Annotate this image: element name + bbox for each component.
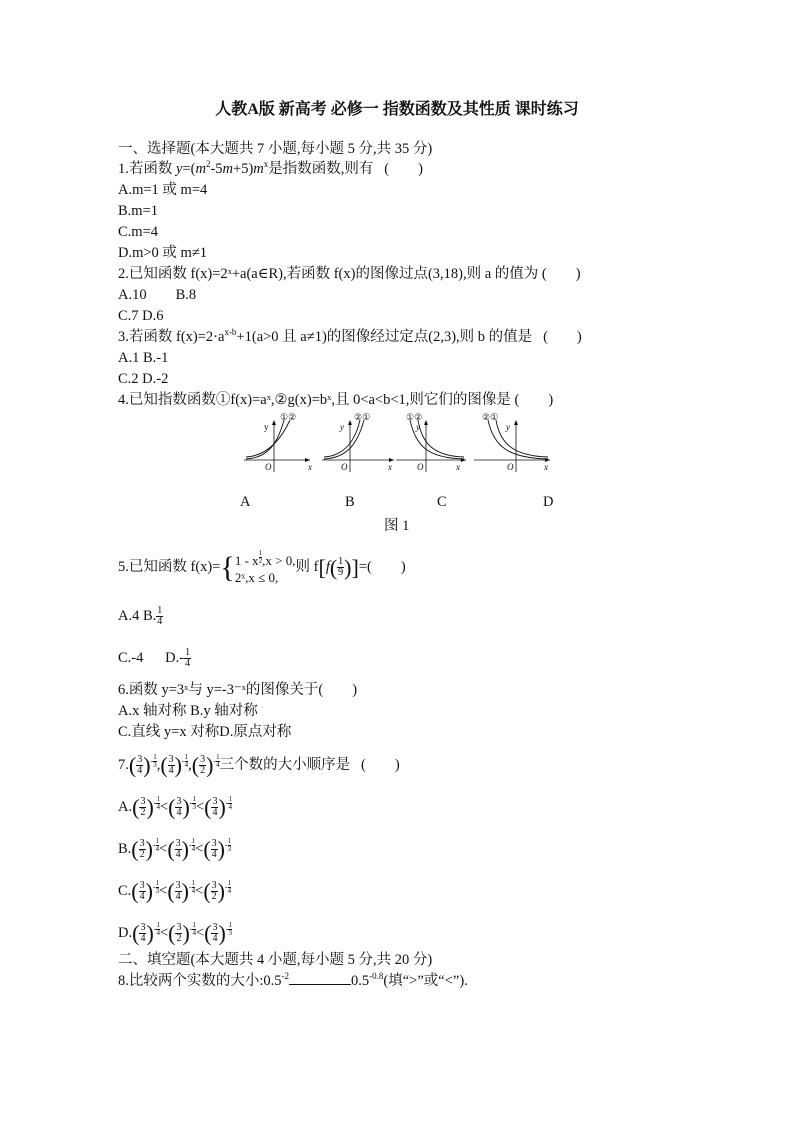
q1-option-a: A.m=1 或 m=4 bbox=[118, 182, 208, 198]
figure-caption: 图 1 bbox=[384, 518, 410, 534]
q8-stem-tail: (填“>”或“<”). bbox=[383, 973, 468, 989]
q3-options-cd: C.2 D.-2 bbox=[118, 371, 169, 387]
question-7: 7.( $\frac{3}{4}$ )- $\frac{1}{3}$ ,( $\frac{3}{4}$ )- $\frac{1}{4}$ ,( $\frac{3}{2}$ )- $\frac{1}{4}$ 三个数的大小顺序是 ( ) bbox=[118, 752, 400, 778]
q5-option-c: C.-4 bbox=[118, 650, 144, 666]
question-4 bbox=[118, 390, 553, 410]
q5-option-d: D.- bbox=[165, 650, 185, 666]
graph-label-a: A bbox=[240, 494, 251, 510]
q5-options-ab: A.4 B. $\frac{1}{4}$ bbox=[118, 605, 163, 628]
q8-answer-blank[interactable] bbox=[289, 972, 351, 985]
q1-stem-tail: 是指数函数,则有 bbox=[268, 161, 374, 177]
graph-b-x-label: x bbox=[388, 462, 392, 472]
q3-stem: 3.若函数 f(x)=2·a bbox=[118, 329, 225, 345]
q5-case1: 1 - x bbox=[234, 552, 259, 568]
q8-exponent-b: -0.8 bbox=[369, 971, 384, 982]
section-2-heading: 二、填空题(本大题共 4 小题,每小题 5 分,共 20 分) bbox=[118, 952, 433, 968]
page-title: 人教A版 新高考 必修一 指数函数及其性质 课时练习 bbox=[215, 101, 579, 118]
graph-c-y-label: y bbox=[416, 422, 420, 432]
q3-paren: ( ) bbox=[543, 329, 582, 345]
question-6 bbox=[118, 680, 357, 700]
q5-option-ab-text: A.4 B. bbox=[118, 608, 157, 624]
q8-exponent-a: -2 bbox=[281, 971, 290, 982]
q3-options-ab: A.1 B.-1 bbox=[118, 350, 169, 366]
q6-paren: ( ) bbox=[318, 682, 358, 698]
q3-stem-tail: +1(a>0 且 a≠1)的图像经过定点(2,3),则 b 的值是 bbox=[236, 329, 533, 345]
graph-d-y-label: y bbox=[506, 422, 510, 432]
question-8 bbox=[118, 971, 468, 991]
q7-option-c: C.( $\frac{3}{4}$ )- $\frac{1}{3}$ <( $\frac{3}{4}$ )- $\frac{1}{4}$ <( $\frac{3}{2}$ )- $\frac{1}{4}$ bbox=[118, 878, 232, 904]
q6-options-ab: A.x 轴对称 B.y 轴对称 bbox=[118, 703, 258, 719]
graph-c-curve-labels: ①② bbox=[406, 412, 423, 422]
q7-stem: 三个数的大小顺序是 bbox=[219, 757, 351, 773]
question-3: 3.若函数 $f(x)=2\cdot a^{x-b}+1(a>0$ 且 a≠1)的图像经过定点(2,3),则 b 的值是 ( ) bbox=[118, 327, 582, 345]
graph-b-origin: O bbox=[341, 462, 348, 472]
q1-option-b: B.m=1 bbox=[118, 203, 159, 219]
q5-case2: 2ˣ,x ≤ 0, bbox=[234, 569, 279, 585]
q8-stem: 8.比较两个实数的大小:0.5 bbox=[118, 973, 282, 989]
graph-d bbox=[474, 412, 550, 472]
question-2 bbox=[118, 264, 581, 284]
q4-graphs-figure bbox=[238, 412, 558, 474]
graph-b-curve-labels: ②① bbox=[354, 412, 371, 422]
graph-d-origin: O bbox=[507, 462, 514, 472]
q4-stem: 4.已知指数函数①f(x)=aˣ,②g(x)=bˣ,且 0<a<b<1,则它们的图像是 bbox=[118, 392, 511, 408]
q8-base-b: 0.5 bbox=[351, 973, 370, 989]
graph-b bbox=[322, 412, 394, 472]
graph-a-y-label: y bbox=[264, 422, 269, 432]
graph-label-b: B bbox=[345, 494, 355, 510]
q7-option-d: D.( $\frac{3}{4}$ )- $\frac{1}{4}$ <( $\frac{3}{2}$ )- $\frac{1}{4}$ <( $\frac{3}{4}$ )- $\frac{1}{3}$ bbox=[118, 920, 232, 946]
q2-options-ab: A.10 B.8 bbox=[118, 287, 197, 303]
graph-a-curve-labels: ①② bbox=[280, 412, 297, 422]
graph-c-x-label: x bbox=[456, 462, 460, 472]
q1-stem: 1.若函数 bbox=[118, 161, 176, 177]
q5-then: 则 f bbox=[295, 559, 319, 576]
q6-stem: 6.函数 y=3ˣ与 y=-3⁻ˣ的图像关于 bbox=[118, 682, 319, 698]
q1-paren: ( ) bbox=[384, 161, 423, 177]
graph-label-c: C bbox=[437, 494, 447, 510]
q5-stem: 5.已知函数 f(x)= bbox=[118, 559, 221, 576]
question-5: 5.已知函数 f(x)={1 - x $\frac{1}{2}$ ,x > 0, 2ˣ,x ≤ 0,则 f[f( $\frac{1}{9}$ )]=( ) bbox=[118, 549, 406, 585]
q1-option-c: C.m=4 bbox=[118, 224, 159, 240]
q7-option-a: A.( $\frac{3}{2}$ )- $\frac{1}{4}$ <( $\frac{3}{4}$ )- $\frac{1}{3}$ <( $\frac{3}{4}$ )- $\frac{1}{4}$ bbox=[118, 794, 232, 820]
q5-case1-tail: ,x > 0, bbox=[262, 552, 296, 568]
q4-paren: ( ) bbox=[514, 392, 554, 408]
q1-option-d: D.m>0 或 m≠1 bbox=[118, 245, 208, 261]
graph-d-curve-labels: ②① bbox=[482, 412, 499, 422]
graph-c-origin: O bbox=[417, 462, 424, 472]
q2-options-cd: C.7 D.6 bbox=[118, 308, 164, 324]
question-1: 1.若函数 $y=(m^2-5m+5)m^x$是指数函数,则有 ( ) bbox=[118, 159, 423, 177]
graph-b-y-label: y bbox=[340, 422, 344, 432]
section-1-heading: 一、选择题(本大题共 7 小题,每小题 5 分,共 35 分) bbox=[118, 141, 433, 157]
q5-options-cd: C.-4 D.- $\frac{1}{4}$ bbox=[118, 647, 191, 670]
q6-options-cd: C.直线 y=x 对称D.原点对称 bbox=[118, 724, 292, 740]
graph-a bbox=[244, 412, 312, 472]
q5-eq: =( ) bbox=[358, 559, 406, 576]
q7-paren: ( ) bbox=[360, 757, 400, 773]
graph-a-x-label: x bbox=[308, 462, 312, 472]
graph-c bbox=[396, 412, 466, 472]
q2-stem: 2.已知函数 f(x)=2ˣ+a(a∈R),若函数 f(x)的图像过点(3,18),则 a 的值为 bbox=[118, 266, 539, 282]
q2-paren: ( ) bbox=[541, 266, 581, 282]
graph-d-x-label: x bbox=[544, 462, 548, 472]
q7-option-b: B.( $\frac{3}{2}$ )- $\frac{1}{4}$ <( $\frac{3}{4}$ )- $\frac{1}{4}$ <( $\frac{3}{4}$ )- $\frac{1}{3}$ bbox=[118, 836, 232, 862]
graph-label-d: D bbox=[543, 494, 554, 510]
graph-a-origin: O bbox=[265, 462, 272, 472]
